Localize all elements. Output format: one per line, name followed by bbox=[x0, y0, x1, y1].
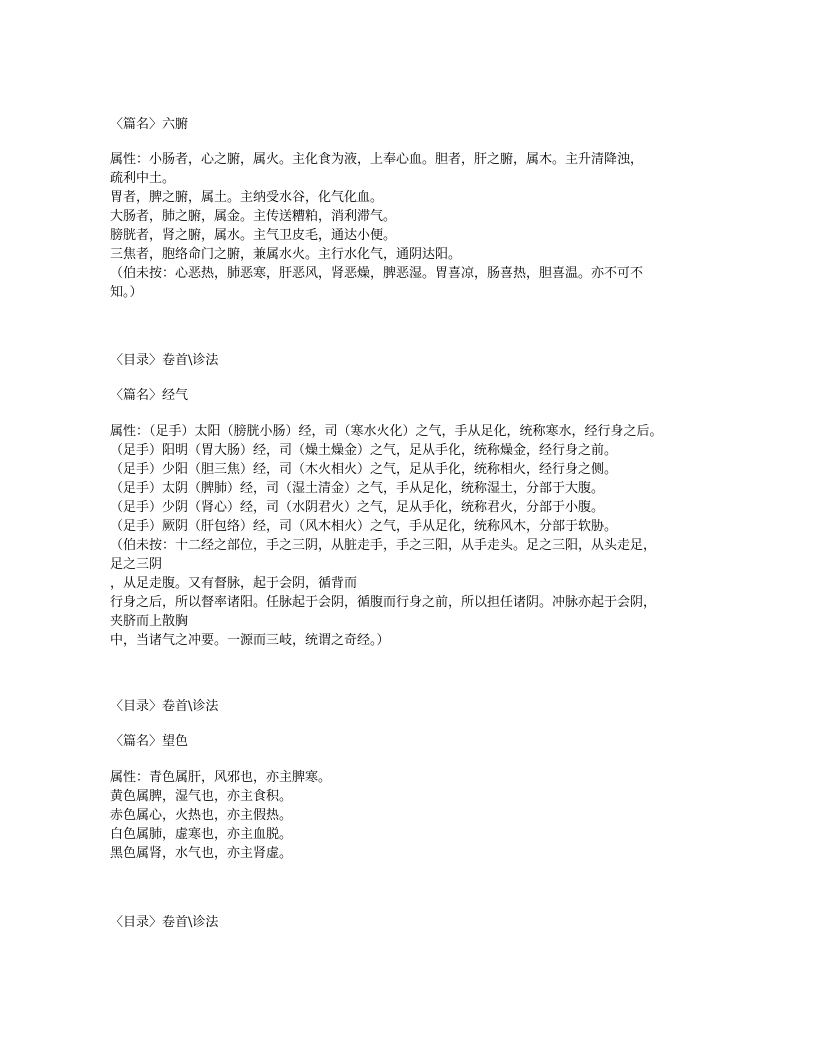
section-heading-jingqi: 〈篇名〉经气 bbox=[110, 388, 189, 403]
catalog-line: 〈目录〉卷首\诊法 bbox=[110, 915, 219, 930]
catalog-line: 〈目录〉卷首\诊法 bbox=[110, 699, 219, 714]
body-line: 赤色属心，火热也，亦主假热。 bbox=[110, 808, 293, 823]
body-line: ，从足走腹。又有督脉，起于会阴，循背而 bbox=[110, 576, 358, 591]
body-line: 胃者，脾之腑，属土。主纳受水谷，化气化血。 bbox=[110, 190, 384, 205]
body-line: 疏利中土。 bbox=[110, 171, 176, 186]
body-line: 属性：小肠者，心之腑，属火。主化食为液，上奉心血。胆者，肝之腑，属木。主升清降浊， bbox=[110, 152, 644, 167]
body-line: （足手）太阴（脾肺）经，司（湿土清金）之气，手从足化，统称湿土，分部于大腹。 bbox=[110, 481, 605, 496]
section-heading-wangse: 〈篇名〉望色 bbox=[110, 734, 189, 749]
body-line: 三焦者，胞络命门之腑，兼属水火。主行水化气，通阴达阳。 bbox=[110, 247, 462, 262]
body-line: （足手）少阳（胆三焦）经，司（木火相火）之气，足从手化，统称相火，经行身之侧。 bbox=[110, 462, 618, 477]
body-line: 黄色属脾，湿气也，亦主食积。 bbox=[110, 789, 293, 804]
body-line: 属性：青色属肝，风邪也，亦主脾寒。 bbox=[110, 770, 332, 785]
body-line: （足手）阳明（胃大肠）经，司（燥土燥金）之气，足从手化，统称燥金，经行身之前。 bbox=[110, 443, 618, 458]
body-line: 大肠者，肺之腑，属金。主传送糟粕，消利滞气。 bbox=[110, 209, 397, 224]
body-line: 中，当诸气之冲要。一源而三岐，统谓之奇经。） bbox=[110, 633, 390, 648]
body-line: （伯未按：心恶热，肺恶寒，肝恶风，肾恶燥，脾恶湿。胃喜凉，肠喜热，胆喜温。亦不可不 bbox=[110, 266, 644, 281]
body-line: 膀胱者，肾之腑，属水。主气卫皮毛，通达小便。 bbox=[110, 228, 397, 243]
section-heading-liufu: 〈篇名〉六腑 bbox=[110, 117, 189, 132]
body-line: 行身之后，所以督率诸阳。任脉起于会阴，循腹而行身之前，所以担任诸阴。冲脉亦起于会阴， bbox=[110, 595, 657, 610]
body-line: 黑色属肾，水气也，亦主肾虚。 bbox=[110, 846, 293, 861]
body-line: （足手）少阴（肾心）经，司（水阴君火）之气，足从手化，统称君火，分部于小腹。 bbox=[110, 500, 605, 515]
body-line: 属性：（足手）太阳（膀胱小肠）经，司（寒水火化）之气，手从足化，统称寒水，经行身之后。 bbox=[110, 424, 663, 439]
body-line: （伯未按：十二经之部位，手之三阴，从脏走手，手之三阳，从手走头。足之三阳，从头走足， bbox=[110, 538, 657, 553]
catalog-line: 〈目录〉卷首\诊法 bbox=[110, 353, 219, 368]
body-line: 夹脐而上散胸 bbox=[110, 614, 189, 629]
body-line: （足手）厥阴（肝包络）经，司（风木相火）之气，手从足化，统称风木，分部于软胁。 bbox=[110, 519, 618, 534]
body-line: 白色属肺，虚寒也，亦主血脱。 bbox=[110, 827, 293, 842]
body-line: 知。） bbox=[110, 285, 143, 300]
body-line: 足之三阴 bbox=[110, 557, 163, 572]
